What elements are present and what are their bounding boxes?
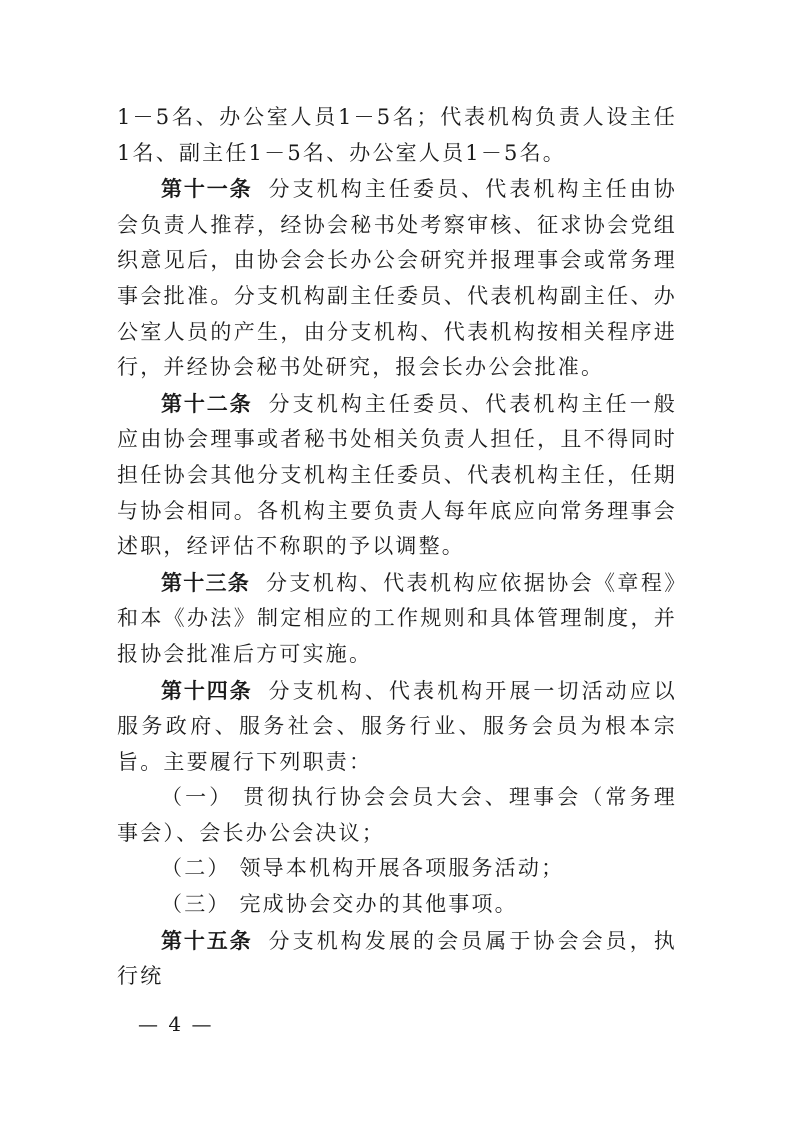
list-item-2 <box>117 851 677 887</box>
paragraph-continuation <box>117 100 677 171</box>
paragraph-text: 分支机构主任委员、代表机构主任一般应由协会理事或者秘书处相关负责人担任，且不得同时担任协会其他分支机构主任委员、代表机构主任，任期与协会相同。各机构主要负责人每年底应向常务理事会述职，经评估不称职的予以调整。 <box>117 391 678 559</box>
list-item-3 <box>117 887 677 923</box>
paragraph-text: 1－5名、办公室人员1－5名；代表机构负责人设主任1名、副主任1－5名、办公室人员1－5名。 <box>117 105 677 165</box>
article-heading: 第十四条 <box>161 677 253 703</box>
paragraph-text: 分支机构、代表机构开展一切活动应以服务政府、服务社会、服务行业、服务会员为根本宗旨。主要履行下列职责： <box>117 678 678 774</box>
document-body <box>117 100 677 995</box>
list-item-1 <box>117 780 677 851</box>
article-heading: 第十一条 <box>161 176 253 202</box>
paragraph-text: 分支机构发展的会员属于协会会员，执行统 <box>117 928 678 989</box>
paragraph-text: 分支机构主任委员、代表机构主任由协会负责人推荐，经协会秘书处考察审核、征求协会党组织意见后，由协会会长办公会研究并报理事会或常务理事会批准。分支机构副主任委员、代表机构副主任、办公室人员的产生，由分支机构、代表机构按相关程序进行，并经协会秘书处研究，报会长办公会批准。 <box>117 177 678 380</box>
article-14 <box>117 673 677 781</box>
article-11 <box>117 171 677 386</box>
paragraph-text: 分支机构、代表机构应依据协会《章程》和本《办法》制定相应的工作规则和具体管理制度，并报协会批准后方可实施。 <box>117 570 677 666</box>
paragraph-text: （一） 贯彻执行协会会员大会、理事会（常务理事会）、会长办公会决议； <box>117 785 677 845</box>
article-heading: 第十三条 <box>161 569 250 595</box>
article-15 <box>117 923 677 995</box>
article-13 <box>117 565 677 673</box>
article-heading: 第十二条 <box>161 390 253 416</box>
article-heading: 第十五条 <box>161 927 253 953</box>
article-12 <box>117 386 677 565</box>
page-number: — 4 — <box>138 1012 214 1036</box>
paragraph-text: （三） 完成协会交办的其他事项。 <box>161 892 518 917</box>
paragraph-text: （二） 领导本机构开展各项服务活动； <box>161 856 565 881</box>
